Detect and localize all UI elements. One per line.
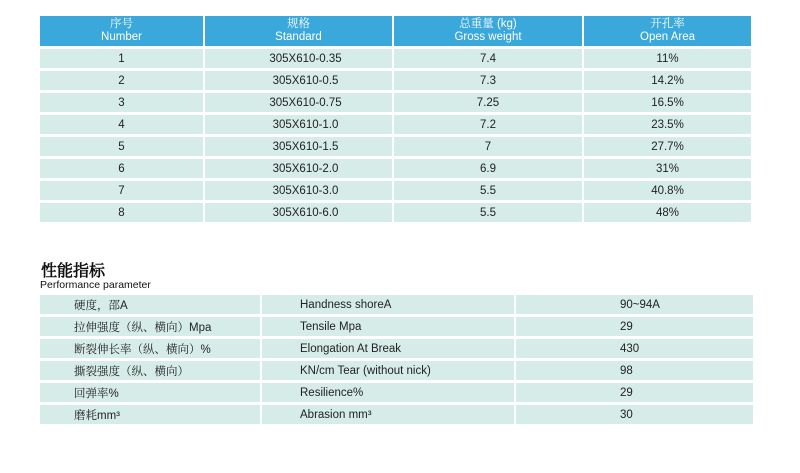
table-row [40, 295, 753, 314]
table-row [40, 405, 753, 424]
cell-weight: 7.2 [394, 115, 582, 134]
param-name-zh: 拉伸强度（纵、横向）Mpa [40, 317, 260, 336]
cell-open-area: 40.8% [584, 181, 751, 200]
param-name-zh: 断裂伸长率（纵、横向）% [40, 339, 260, 358]
cell-standard: 305X610-3.0 [205, 181, 392, 200]
table-row [40, 93, 751, 112]
param-name-zh: 回弹率% [40, 383, 260, 402]
cell-number: 3 [40, 93, 203, 112]
param-value: 29 [516, 317, 753, 336]
param-name-en: Abrasion mm³ [262, 405, 514, 424]
param-value: 430 [516, 339, 753, 358]
cell-open-area: 48% [584, 203, 751, 222]
param-name-en: Elongation At Break [262, 339, 514, 358]
param-name-en: Tensile Mpa [262, 317, 514, 336]
param-value: 30 [516, 405, 753, 424]
cell-weight: 7.25 [394, 93, 582, 112]
cell-open-area: 14.2% [584, 71, 751, 90]
cell-open-area: 27.7% [584, 137, 751, 156]
spec-table [38, 13, 753, 225]
header-open-area [584, 16, 751, 46]
cell-standard: 305X610-2.0 [205, 159, 392, 178]
cell-open-area: 31% [584, 159, 751, 178]
header-gross-weight-zh: 总重量 (kg) [459, 18, 517, 30]
header-number-en: Number [101, 31, 142, 43]
header-number-zh: 序号 [110, 18, 133, 30]
header-standard [205, 16, 392, 46]
cell-standard: 305X610-6.0 [205, 203, 392, 222]
cell-standard: 305X610-1.5 [205, 137, 392, 156]
param-name-zh: 撕裂强度（纵、横向） [40, 361, 260, 380]
header-standard-zh: 规格 [287, 18, 310, 30]
header-open-area-zh: 开孔率 [650, 18, 685, 30]
cell-standard: 305X610-1.0 [205, 115, 392, 134]
performance-title-zh: 性能指标 [41, 263, 106, 280]
performance-title-en: Performance parameter [40, 279, 151, 291]
param-name-en: Handness shoreA [262, 295, 514, 314]
table-row [40, 49, 751, 68]
cell-number: 7 [40, 181, 203, 200]
table-row [40, 181, 751, 200]
cell-weight: 5.5 [394, 181, 582, 200]
table-row [40, 137, 751, 156]
cell-number: 8 [40, 203, 203, 222]
cell-open-area: 11% [584, 49, 751, 68]
cell-weight: 6.9 [394, 159, 582, 178]
cell-open-area: 16.5% [584, 93, 751, 112]
param-value: 98 [516, 361, 753, 380]
table-row [40, 383, 753, 402]
cell-weight: 5.5 [394, 203, 582, 222]
cell-number: 4 [40, 115, 203, 134]
cell-standard: 305X610-0.35 [205, 49, 392, 68]
performance-table [38, 292, 755, 427]
cell-number: 2 [40, 71, 203, 90]
cell-weight: 7.4 [394, 49, 582, 68]
param-name-en: KN/cm Tear (without nick) [262, 361, 514, 380]
table-row [40, 361, 753, 380]
param-name-zh: 硬度，邵A [40, 295, 260, 314]
header-number [40, 16, 203, 46]
param-name-zh: 磨耗mm³ [40, 405, 260, 424]
param-name-en: Resilience% [262, 383, 514, 402]
cell-number: 5 [40, 137, 203, 156]
cell-weight: 7.3 [394, 71, 582, 90]
table-row [40, 71, 751, 90]
param-value: 90~94A [516, 295, 753, 314]
table-row [40, 317, 753, 336]
cell-weight: 7 [394, 137, 582, 156]
table-row [40, 203, 751, 222]
header-gross-weight [394, 16, 582, 46]
cell-open-area: 23.5% [584, 115, 751, 134]
table-row [40, 339, 753, 358]
cell-standard: 305X610-0.5 [205, 71, 392, 90]
header-standard-en: Standard [275, 31, 322, 43]
table-row [40, 159, 751, 178]
cell-number: 1 [40, 49, 203, 68]
param-value: 29 [516, 383, 753, 402]
header-open-area-en: Open Area [640, 31, 695, 43]
table-row [40, 115, 751, 134]
cell-standard: 305X610-0.75 [205, 93, 392, 112]
spec-header-row [40, 16, 751, 46]
header-gross-weight-en: Gross weight [454, 31, 522, 43]
cell-number: 6 [40, 159, 203, 178]
